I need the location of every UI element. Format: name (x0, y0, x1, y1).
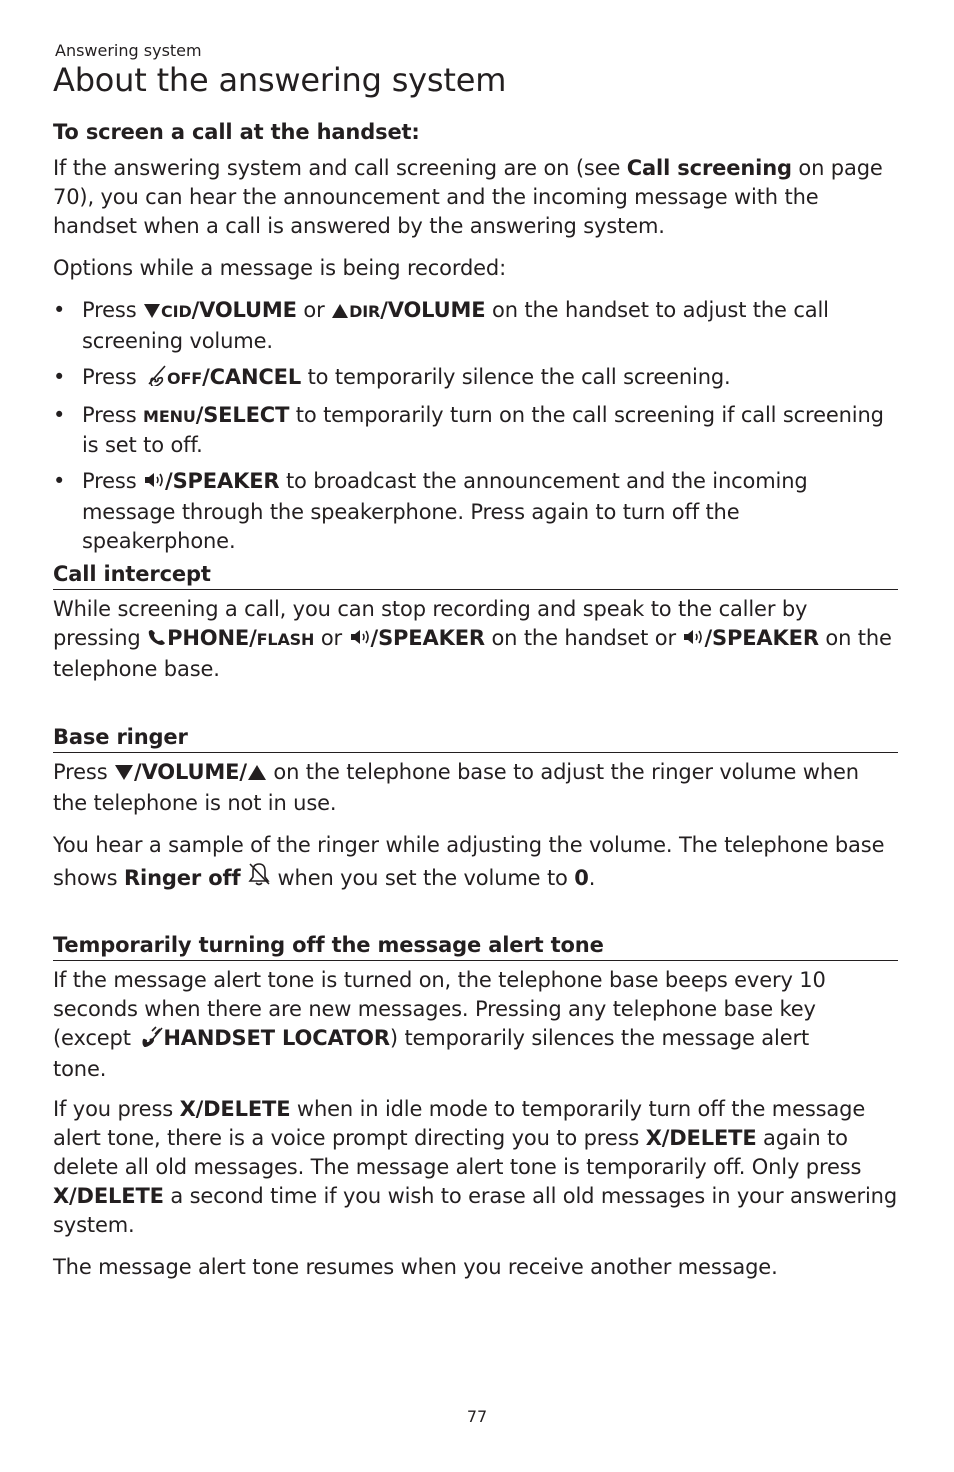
text: when you set the volume to (271, 866, 575, 890)
text: to temporarily silence the call screening. (301, 365, 731, 389)
key-volume: /VOLUME/ (134, 760, 247, 784)
triangle-up-icon (331, 298, 349, 327)
key-flash: FLASH (256, 630, 315, 649)
speaker-icon (682, 626, 704, 655)
text: on the telephone base to adjust the ringer volume when the telephone is not in use. (53, 760, 859, 815)
text: ) temporarily silences the message alert tone. (53, 1026, 810, 1081)
text: on the handset to adjust the call screening volume. (82, 298, 829, 353)
text: on the handset or (484, 626, 683, 650)
text: Press (82, 365, 144, 389)
list-item: • Press MENU/SELECT to temporarily turn on the call screening if call screening is set to off. (53, 403, 884, 457)
key-handset-locator: HANDSET LOCATOR (163, 1026, 390, 1050)
text: While screening a call, you can stop recording and speak to the caller by pressing (53, 597, 808, 650)
alert-text-1 (53, 966, 843, 1084)
ringer-off-label: Ringer off (124, 866, 241, 890)
text: to temporarily turn on the call screening if call screening is set to off. (82, 403, 884, 457)
page-number: 77 (466, 1407, 488, 1426)
phone-off-icon (143, 364, 167, 394)
screen-heading: To screen a call at the handset: (53, 120, 420, 144)
key-cancel: /CANCEL (202, 365, 302, 389)
triangle-down-icon (143, 298, 161, 327)
intercept-text (53, 595, 898, 684)
phone-icon (147, 626, 167, 655)
section-heading-call-intercept: Call intercept (53, 561, 898, 590)
page-title: About the answering system (53, 61, 507, 99)
section-heading-alert-tone: Temporarily turning off the message alert tone (53, 932, 898, 961)
key-cid: CID (161, 302, 192, 321)
key-volume: /VOLUME (191, 298, 297, 322)
text: when in idle mode to temporarily turn off the message alert tone, there is a voice prompt directing you to press (53, 1097, 866, 1150)
key-delete: X/DELETE (179, 1097, 291, 1121)
text: to broadcast the announcement and the incoming message through the speakerphone. Press again to turn off the speakerphone. (82, 469, 808, 553)
text: Press (82, 469, 144, 493)
alert-text-3: The message alert tone resumes when you receive another message. (53, 1255, 778, 1279)
text: Press (82, 298, 144, 322)
triangle-down-icon (114, 760, 134, 789)
text: on page 70), you can hear the announcement and the incoming message with the handset when a call is answered by the answering system. (53, 156, 883, 238)
screen-intro (53, 154, 898, 241)
key-delete: X/DELETE (53, 1184, 164, 1208)
alert-text-2 (53, 1095, 898, 1240)
key-speaker: /SPEAKER (704, 626, 819, 650)
ringer-text-1 (53, 758, 898, 818)
list-item: • Press CID/VOLUME or DIR/VOLUME on the handset to adjust the call screening volume. (53, 298, 829, 353)
key-phone: PHONE/ (167, 626, 257, 650)
bell-off-icon (247, 861, 271, 896)
handset-locator-icon (137, 1025, 163, 1055)
key-speaker: /SPEAKER (370, 626, 485, 650)
list-item: • Press OFF/CANCEL to temporarily silence the call screening. (53, 363, 898, 394)
text: Press (53, 760, 115, 784)
options-list (53, 296, 898, 556)
breadcrumb: Answering system (55, 41, 202, 60)
text: . (588, 866, 596, 890)
text: a second time if you wish to erase all old messages in your answering system. (53, 1184, 897, 1237)
text: or (296, 298, 332, 322)
key-volume: /VOLUME (380, 298, 486, 322)
triangle-up-icon (247, 760, 267, 789)
section-heading-base-ringer: Base ringer (53, 724, 898, 753)
text: You hear a sample of the ringer while adjusting the volume. The telephone base shows (53, 833, 885, 890)
key-select: /SELECT (195, 403, 290, 427)
text: again to delete all old messages. The message alert tone is temporarily off. Only press (53, 1126, 862, 1179)
options-text: Options while a message is being recorded: (53, 256, 507, 280)
key-dir: DIR (349, 302, 381, 321)
text: on the telephone base. (53, 626, 892, 681)
text: If you press (53, 1097, 180, 1121)
key-off: OFF (167, 369, 203, 388)
speaker-icon (349, 626, 371, 655)
key-delete: X/DELETE (645, 1126, 757, 1150)
speaker-icon (143, 469, 165, 498)
ringer-text-2 (53, 830, 898, 896)
volume-zero: 0 (574, 866, 589, 890)
text: If the message alert tone is turned on, the telephone base beeps every 10 seconds when there are new messages. Pressing any telephone base key (except (53, 968, 826, 1050)
key-speaker: /SPEAKER (165, 469, 280, 493)
call-screening-ref: Call screening (626, 156, 792, 180)
key-menu: MENU (143, 407, 196, 426)
text: or (314, 626, 349, 650)
text: If the answering system and call screening are on (see (53, 156, 627, 180)
text: Press (82, 403, 144, 427)
list-item: • Press /SPEAKER to broadcast the announcement and the incoming message through the speakerphone. Press again to turn off the speakerphone. (53, 469, 808, 553)
